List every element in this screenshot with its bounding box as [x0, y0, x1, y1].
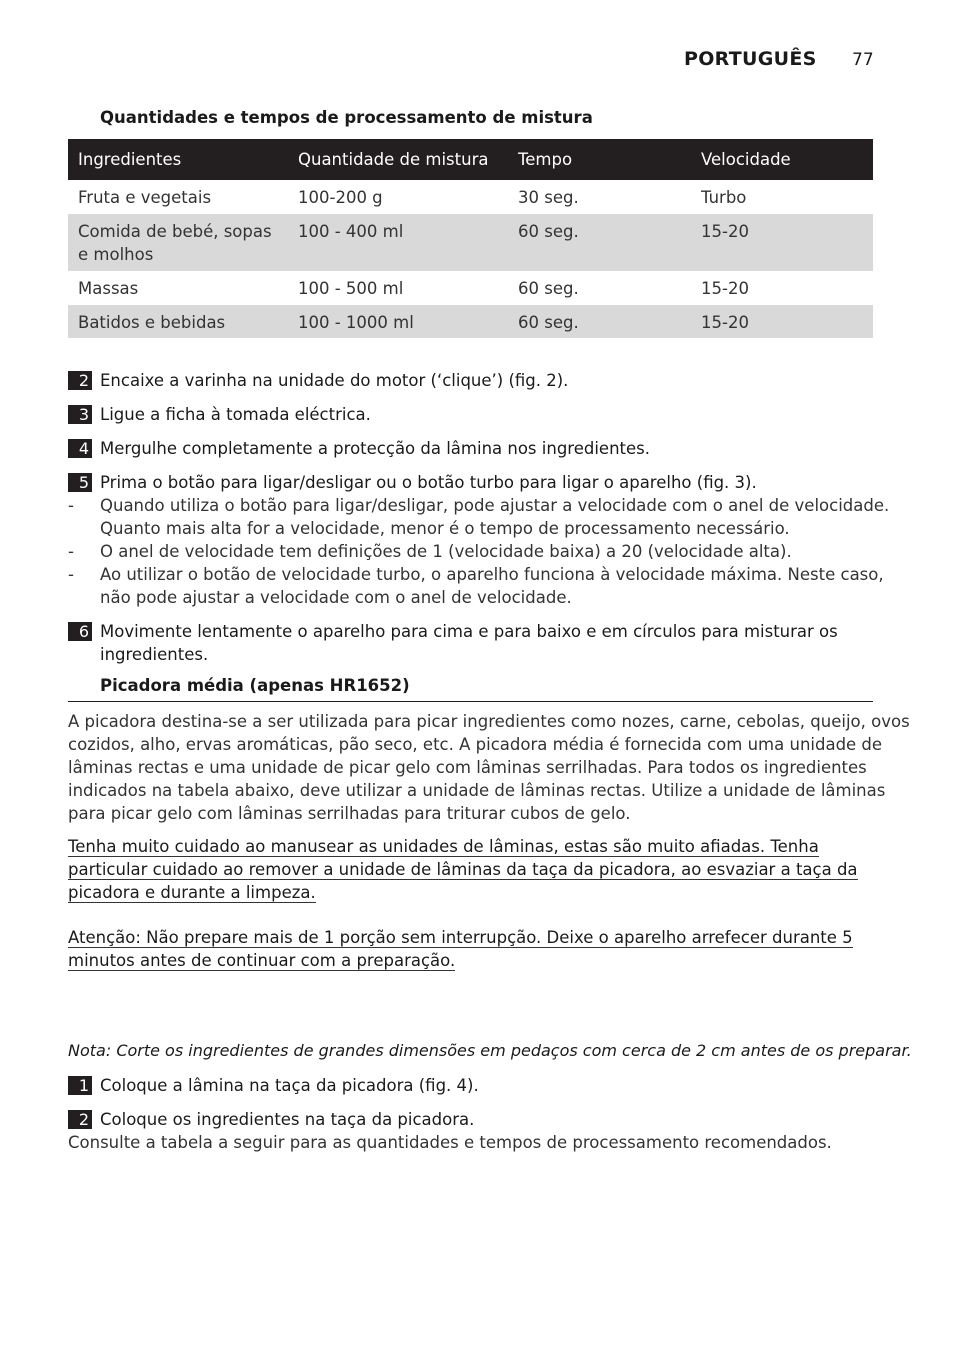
caution-line: Atenção: Não prepare mais de 1 porção sem interrupção. Deixe o aparelho arrefecer durante 5	[68, 928, 853, 947]
column-header: Ingredientes	[68, 139, 288, 180]
caution-block	[68, 926, 853, 972]
step-number: 1	[68, 1076, 92, 1095]
step-number: 4	[68, 439, 92, 458]
table-cell: 100 - 500 ml	[288, 271, 508, 305]
step-number: 6	[68, 622, 92, 641]
step-number: 5	[68, 473, 92, 492]
paragraph-line: indicados na tabela abaixo, deve utilizar a unidade de lâminas rectas. Utilize a unidade de lâminas	[68, 781, 886, 800]
page-number: 77	[852, 50, 874, 70]
table-row	[68, 305, 873, 338]
column-header: Quantidade de mistura	[288, 139, 508, 180]
paragraph-line: A picadora destina-se a ser utilizada para picar ingredientes como nozes, carne, cebolas, queijo, ovos	[68, 712, 910, 731]
step-text: Coloque a lâmina na taça da picadora (fig. 4).	[100, 1076, 479, 1095]
table-cell: 60 seg.	[508, 214, 691, 271]
step-item	[68, 403, 371, 426]
table-cell: Turbo	[691, 180, 873, 214]
warning-line: picadora e durante a limpeza.	[68, 883, 316, 902]
bullet-text: Ao utilizar o botão de velocidade turbo, o aparelho funciona à velocidade máxima. Neste caso,	[100, 565, 884, 584]
bullet-text: Quando utiliza o botão para ligar/desligar, pode ajustar a velocidade com o anel de velocidade.	[100, 496, 890, 515]
table-cell: Comida de bebé, sopas e molhos	[68, 214, 288, 271]
table-header-row	[68, 139, 873, 180]
table-row	[68, 214, 873, 271]
footer-text: Consulte a tabela a seguir para as quantidades e tempos de processamento recomendados.	[68, 1133, 832, 1152]
paragraph-line: para picar gelo com lâminas serrilhadas para triturar cubos de gelo.	[68, 804, 631, 823]
dash-marker: -	[68, 565, 74, 584]
table-cell: 15-20	[691, 214, 873, 271]
table-cell: Massas	[68, 271, 288, 305]
step-text: Prima o botão para ligar/desligar ou o botão turbo para ligar o aparelho (fig. 3).	[100, 473, 757, 492]
step-number: 3	[68, 405, 92, 424]
step-text: Coloque os ingredientes na taça da picadora.	[100, 1110, 475, 1129]
paragraph-line: cozidos, alho, ervas aromáticas, pão seco, etc. A picadora média é fornecida com uma unidade de	[68, 735, 883, 754]
table-cell: 60 seg.	[508, 305, 691, 338]
step-text: Movimente lentamente o aparelho para cima e para baixo e em círculos para misturar os	[100, 622, 838, 641]
bullet-text: O anel de velocidade tem definições de 1 (velocidade baixa) a 20 (velocidade alta).	[100, 542, 792, 561]
warning-line: Tenha muito cuidado ao manusear as unidades de lâminas, estas são muito afiadas. Tenha	[68, 837, 819, 856]
step-text: ingredientes.	[100, 645, 209, 664]
column-header: Velocidade	[691, 139, 873, 180]
section-title-chopper: Picadora média (apenas HR1652)	[100, 676, 410, 695]
table-cell: 100 - 1000 ml	[288, 305, 508, 338]
section-title-mix: Quantidades e tempos de processamento de mistura	[100, 108, 593, 127]
table-row	[68, 271, 873, 305]
step-item	[68, 471, 757, 494]
warning-line: particular cuidado ao remover a unidade de lâminas da taça da picadora, ao esvaziar a taça da	[68, 860, 858, 879]
column-header: Tempo	[508, 139, 691, 180]
paragraph-line: lâminas rectas e uma unidade de picar gelo com lâminas serrilhadas. Para todos os ingredientes	[68, 758, 867, 777]
step-text: Ligue a ficha à tomada eléctrica.	[100, 405, 371, 424]
table-cell: Fruta e vegetais	[68, 180, 288, 214]
table-cell: 30 seg.	[508, 180, 691, 214]
step-text: Mergulhe completamente a protecção da lâmina nos ingredientes.	[100, 439, 650, 458]
step-item	[68, 1108, 475, 1131]
table-cell: 15-20	[691, 271, 873, 305]
chopper-description	[68, 710, 910, 825]
step-item	[68, 369, 569, 392]
table-cell: 60 seg.	[508, 271, 691, 305]
bullet-text: não pode ajustar a velocidade com o anel de velocidade.	[100, 588, 572, 607]
step-item	[68, 1074, 479, 1097]
table-row	[68, 180, 873, 214]
step-item	[68, 620, 838, 664]
section-divider	[68, 701, 873, 702]
table-cell: 15-20	[691, 305, 873, 338]
caution-line: minutos antes de continuar com a preparação.	[68, 951, 456, 970]
warning-block	[68, 835, 858, 904]
step-number: 2	[68, 371, 92, 390]
table-cell: 100 - 400 ml	[288, 214, 508, 271]
dash-marker: -	[68, 496, 74, 515]
table-cell: 100-200 g	[288, 180, 508, 214]
step-item	[68, 437, 650, 460]
table-cell: Batidos e bebidas	[68, 305, 288, 338]
bullet-text: Quanto mais alta for a velocidade, menor é o tempo de processamento necessário.	[100, 519, 790, 538]
dash-marker: -	[68, 542, 74, 561]
note-text: Nota: Corte os ingredientes de grandes dimensões em pedaços com cerca de 2 cm antes de os preparar.	[68, 1041, 912, 1060]
language-header: PORTUGUÊS	[684, 48, 817, 70]
step-text: Encaixe a varinha na unidade do motor (‘clique’) (fig. 2).	[100, 371, 569, 390]
mix-table	[68, 139, 873, 338]
step-number: 2	[68, 1110, 92, 1129]
